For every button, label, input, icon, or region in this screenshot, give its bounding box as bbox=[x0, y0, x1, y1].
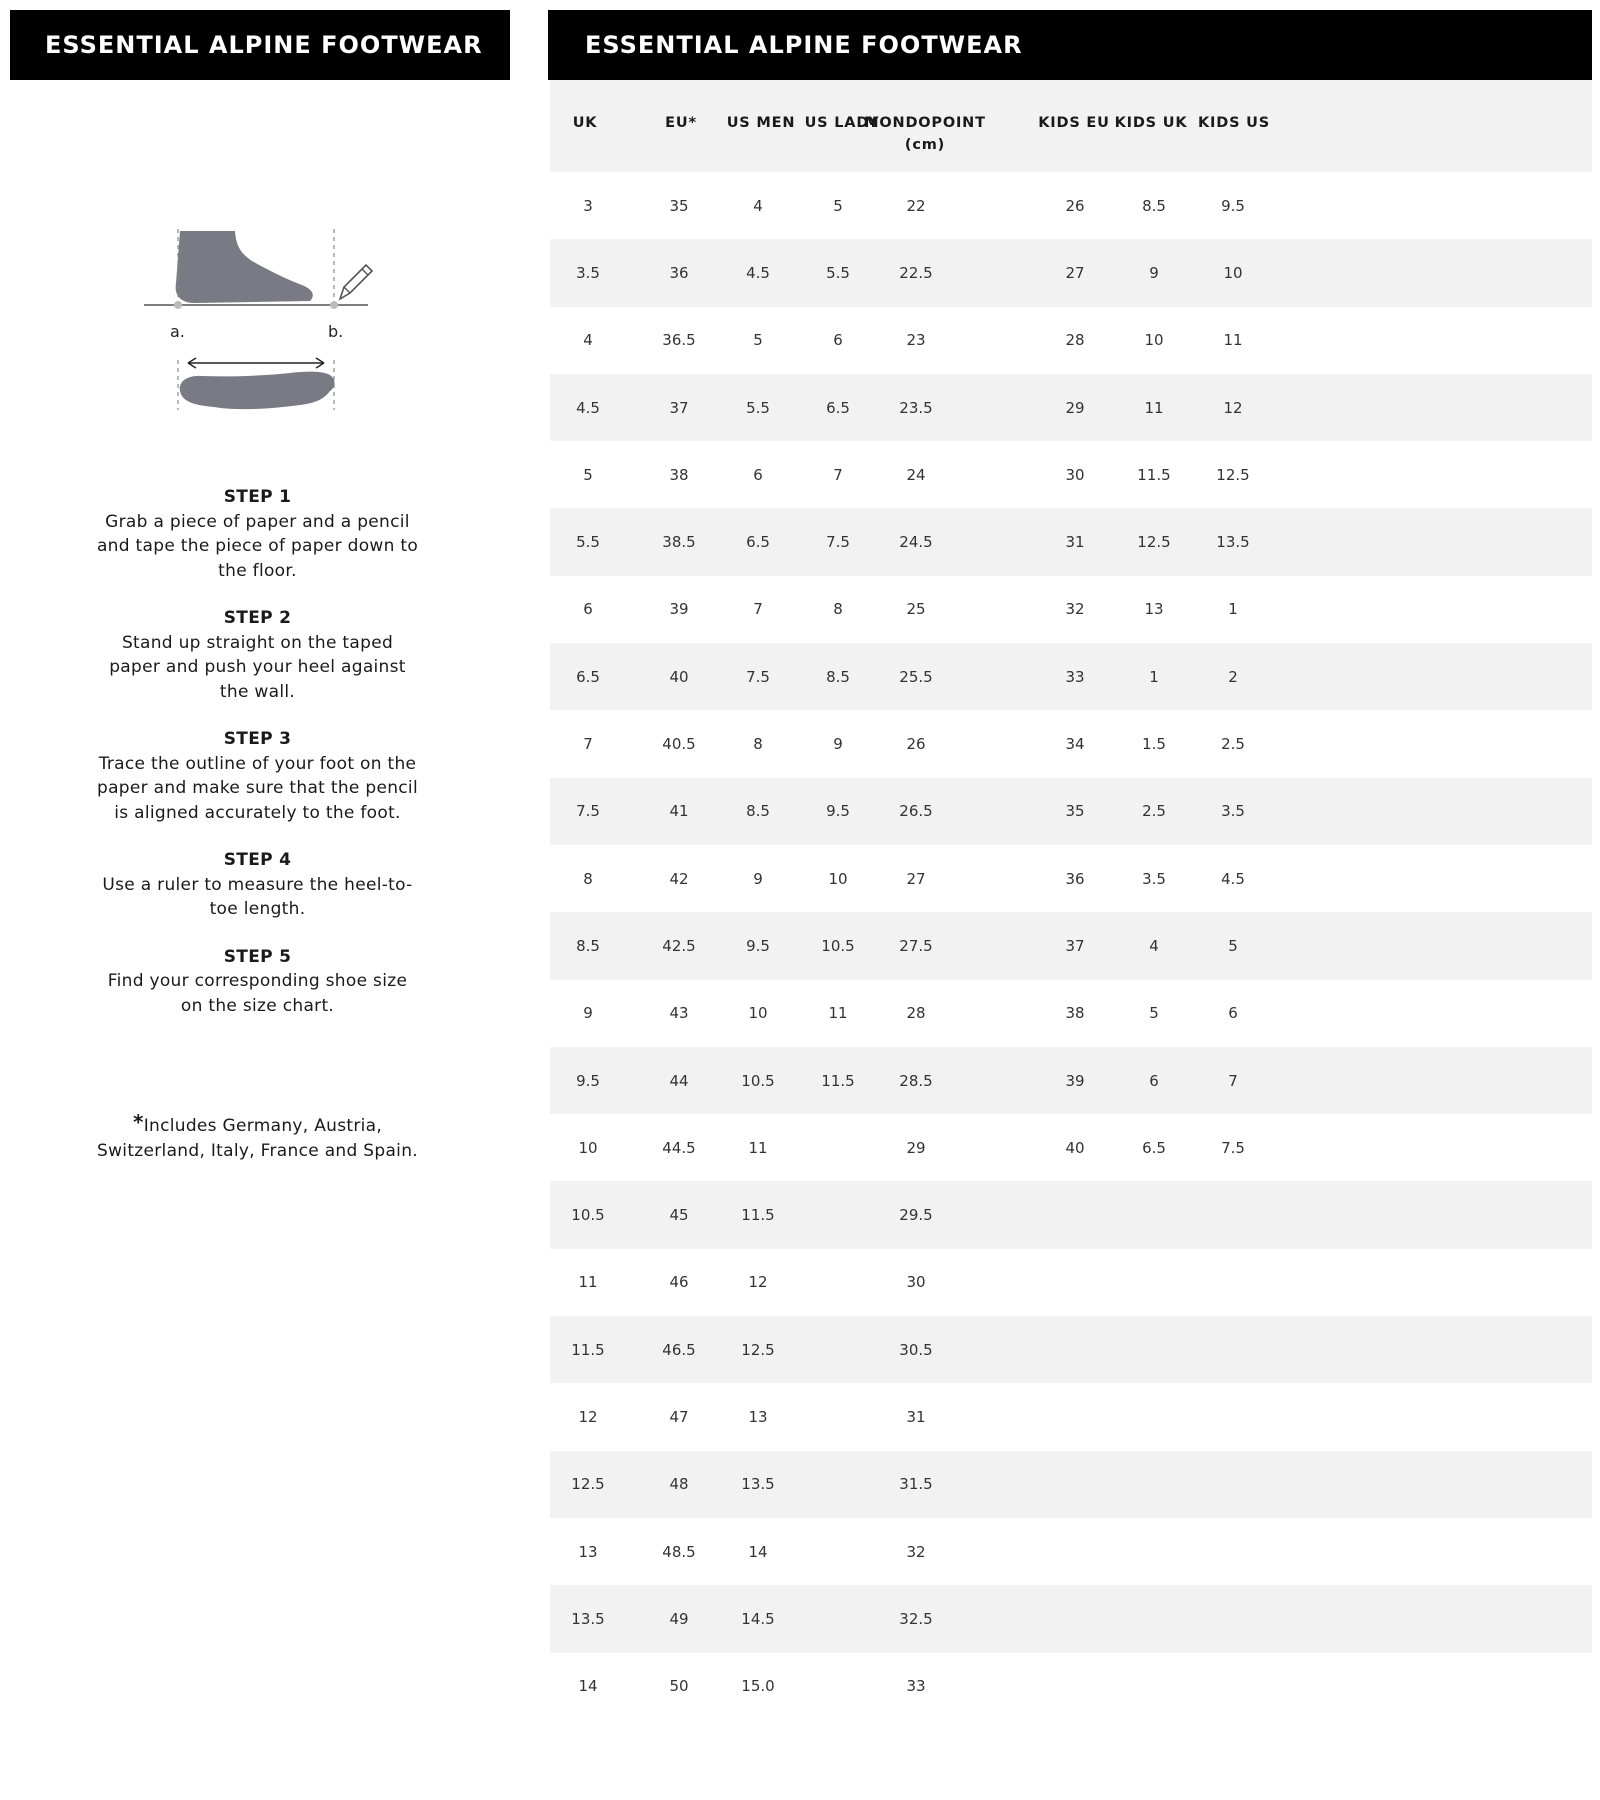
cell-mondopoint: 27.5 bbox=[899, 936, 933, 955]
cell-kids-eu: 36 bbox=[1065, 869, 1085, 888]
step-5 bbox=[95, 945, 420, 1019]
cell-kids-us: 12 bbox=[1223, 398, 1243, 417]
cell-kids-eu: 38 bbox=[1065, 1004, 1085, 1023]
cell-eu: 36.5 bbox=[662, 331, 696, 350]
cell-us-lady: 9 bbox=[833, 735, 843, 754]
cell-mondopoint: 27 bbox=[906, 869, 926, 888]
footnote-text: Includes Germany, Austria, Switzerland, Italy, France and Spain. bbox=[97, 1116, 418, 1161]
cell-eu: 41 bbox=[669, 802, 689, 821]
cell-us-men: 14.5 bbox=[741, 1609, 775, 1628]
table-row bbox=[550, 1047, 1592, 1114]
table-row bbox=[550, 576, 1592, 643]
cell-uk: 5.5 bbox=[576, 533, 600, 552]
step-4 bbox=[95, 848, 420, 922]
column-header-text: UK bbox=[572, 115, 598, 131]
cell-eu: 48.5 bbox=[662, 1542, 696, 1561]
cell-us-lady: 5 bbox=[833, 196, 843, 215]
cell-kids-uk: 5 bbox=[1149, 1004, 1159, 1023]
cell-eu: 50 bbox=[669, 1677, 689, 1696]
cell-us-men: 8.5 bbox=[746, 802, 770, 821]
cell-eu: 39 bbox=[669, 600, 689, 619]
column-header-text: EU* bbox=[665, 115, 697, 131]
table-row bbox=[550, 1653, 1592, 1720]
table-row bbox=[550, 1249, 1592, 1316]
table-row bbox=[550, 1585, 1592, 1652]
cell-kids-us: 9.5 bbox=[1221, 196, 1245, 215]
cell-us-men: 12.5 bbox=[741, 1340, 775, 1359]
column-header-text: MONDOPOINT bbox=[864, 115, 986, 131]
cell-kids-us: 11 bbox=[1223, 331, 1243, 350]
table-row bbox=[550, 172, 1592, 239]
cell-kids-us: 6 bbox=[1228, 1004, 1238, 1023]
cell-kids-us: 7.5 bbox=[1221, 1138, 1245, 1157]
cell-uk: 3.5 bbox=[576, 263, 600, 282]
column-header-kids-uk bbox=[1115, 112, 1188, 134]
column-header-text: (cm) bbox=[904, 137, 946, 153]
table-header bbox=[550, 80, 1592, 172]
cell-kids-eu: 29 bbox=[1065, 398, 1085, 417]
footnote bbox=[95, 1110, 420, 1163]
cell-uk: 12 bbox=[578, 1407, 598, 1426]
step-2 bbox=[95, 606, 420, 704]
cell-kids-eu: 27 bbox=[1065, 263, 1085, 282]
cell-eu: 44 bbox=[669, 1071, 689, 1090]
cell-eu: 38.5 bbox=[662, 533, 696, 552]
cell-kids-uk: 3.5 bbox=[1142, 869, 1166, 888]
cell-kids-us: 13.5 bbox=[1216, 533, 1250, 552]
cell-uk: 13 bbox=[578, 1542, 598, 1561]
cell-us-men: 14 bbox=[748, 1542, 768, 1561]
cell-uk: 14 bbox=[578, 1677, 598, 1696]
cell-uk: 8 bbox=[583, 869, 593, 888]
cell-kids-eu: 31 bbox=[1065, 533, 1085, 552]
cell-uk: 5 bbox=[583, 465, 593, 484]
cell-us-lady: 8.5 bbox=[826, 667, 850, 686]
cell-mondopoint: 32 bbox=[906, 1542, 926, 1561]
step-title: STEP 5 bbox=[223, 946, 292, 967]
cell-mondopoint: 29.5 bbox=[899, 1206, 933, 1225]
cell-us-lady: 11.5 bbox=[821, 1071, 855, 1090]
cell-uk: 4 bbox=[583, 331, 593, 350]
cell-us-men: 13.5 bbox=[741, 1475, 775, 1494]
size-chart-table bbox=[550, 80, 1592, 1720]
cell-us-lady: 7 bbox=[833, 465, 843, 484]
cell-eu: 37 bbox=[669, 398, 689, 417]
cell-eu: 45 bbox=[669, 1206, 689, 1225]
cell-us-men: 12 bbox=[748, 1273, 768, 1292]
cell-mondopoint: 23.5 bbox=[899, 398, 933, 417]
pencil-icon bbox=[340, 265, 372, 299]
column-header-mondopoint bbox=[864, 112, 986, 156]
cell-kids-us: 5 bbox=[1228, 936, 1238, 955]
cell-us-men: 6.5 bbox=[746, 533, 770, 552]
cell-eu: 49 bbox=[669, 1609, 689, 1628]
cell-mondopoint: 26.5 bbox=[899, 802, 933, 821]
cell-kids-eu: 34 bbox=[1065, 735, 1085, 754]
table-row bbox=[550, 1383, 1592, 1450]
cell-eu: 46 bbox=[669, 1273, 689, 1292]
double-arrow-icon bbox=[188, 358, 324, 368]
cell-us-lady: 5.5 bbox=[826, 263, 850, 282]
foot-measure-illustration bbox=[140, 225, 380, 450]
cell-mondopoint: 26 bbox=[906, 735, 926, 754]
cell-us-men: 10.5 bbox=[741, 1071, 775, 1090]
table-row bbox=[550, 845, 1592, 912]
column-header-text: US LADY bbox=[804, 115, 880, 131]
table-row bbox=[550, 980, 1592, 1047]
cell-kids-eu: 39 bbox=[1065, 1071, 1085, 1090]
cell-us-lady: 10.5 bbox=[821, 936, 855, 955]
column-header-uk bbox=[573, 112, 598, 134]
cell-kids-uk: 11 bbox=[1144, 398, 1164, 417]
column-header-us-men bbox=[727, 112, 796, 134]
table-row bbox=[550, 441, 1592, 508]
cell-eu: 47 bbox=[669, 1407, 689, 1426]
cell-us-lady: 6 bbox=[833, 331, 843, 350]
step-1 bbox=[95, 485, 420, 583]
instructions bbox=[95, 485, 420, 1041]
cell-kids-us: 12.5 bbox=[1216, 465, 1250, 484]
cell-uk: 8.5 bbox=[576, 936, 600, 955]
cell-mondopoint: 22 bbox=[906, 196, 926, 215]
column-header-text: KIDS UK bbox=[1114, 115, 1188, 131]
column-header-text: KIDS EU bbox=[1038, 115, 1110, 131]
table-row bbox=[550, 1518, 1592, 1585]
step-text: Stand up straight on the taped paper and push your heel against the wall. bbox=[109, 632, 406, 702]
footnote-asterisk: * bbox=[132, 1110, 144, 1134]
cell-eu: 48 bbox=[669, 1475, 689, 1494]
cell-kids-uk: 1.5 bbox=[1142, 735, 1166, 754]
step-3 bbox=[95, 727, 420, 825]
cell-kids-eu: 30 bbox=[1065, 465, 1085, 484]
cell-uk: 12.5 bbox=[571, 1475, 605, 1494]
cell-us-lady: 6.5 bbox=[826, 398, 850, 417]
cell-us-men: 11.5 bbox=[741, 1206, 775, 1225]
cell-mondopoint: 28.5 bbox=[899, 1071, 933, 1090]
cell-uk: 11.5 bbox=[571, 1340, 605, 1359]
cell-mondopoint: 24.5 bbox=[899, 533, 933, 552]
cell-mondopoint: 28 bbox=[906, 1004, 926, 1023]
cell-uk: 13.5 bbox=[571, 1609, 605, 1628]
table-body bbox=[550, 172, 1592, 1720]
table-row bbox=[550, 1114, 1592, 1181]
right-banner-title: ESSENTIAL ALPINE FOOTWEAR bbox=[548, 10, 1592, 80]
cell-us-lady: 9.5 bbox=[826, 802, 850, 821]
step-title: STEP 3 bbox=[223, 729, 292, 749]
cell-uk: 3 bbox=[583, 196, 593, 215]
label-b: b. bbox=[328, 322, 344, 341]
cell-kids-uk: 2.5 bbox=[1142, 802, 1166, 821]
step-text: Find your corresponding shoe size on the size chart. bbox=[107, 971, 408, 1016]
cell-kids-uk: 12.5 bbox=[1137, 533, 1171, 552]
table-row bbox=[550, 912, 1592, 979]
cell-mondopoint: 23 bbox=[906, 331, 926, 350]
table-row bbox=[550, 1181, 1592, 1248]
cell-uk: 9 bbox=[583, 1004, 593, 1023]
table-row bbox=[550, 710, 1592, 777]
foot-side-icon bbox=[176, 231, 313, 303]
table-row bbox=[550, 508, 1592, 575]
step-text: Grab a piece of paper and a pencil and tape the piece of paper down to the floor. bbox=[96, 511, 419, 581]
cell-mondopoint: 33 bbox=[906, 1677, 926, 1696]
cell-kids-eu: 35 bbox=[1065, 802, 1085, 821]
cell-kids-eu: 28 bbox=[1065, 331, 1085, 350]
cell-kids-uk: 6 bbox=[1149, 1071, 1159, 1090]
cell-us-men: 6 bbox=[753, 465, 763, 484]
cell-kids-uk: 6.5 bbox=[1142, 1138, 1166, 1157]
cell-us-men: 4 bbox=[753, 196, 763, 215]
step-title: STEP 1 bbox=[223, 487, 292, 507]
cell-kids-uk: 8.5 bbox=[1142, 196, 1166, 215]
cell-eu: 40.5 bbox=[662, 735, 696, 754]
cell-us-men: 5.5 bbox=[746, 398, 770, 417]
cell-eu: 38 bbox=[669, 465, 689, 484]
left-banner-title: ESSENTIAL ALPINE FOOTWEAR bbox=[10, 10, 510, 80]
cell-mondopoint: 25 bbox=[906, 600, 926, 619]
cell-us-men: 13 bbox=[748, 1407, 768, 1426]
foot-top-icon bbox=[180, 372, 335, 409]
cell-us-men: 9 bbox=[753, 869, 763, 888]
table-row bbox=[550, 1316, 1592, 1383]
cell-uk: 11 bbox=[578, 1273, 598, 1292]
cell-mondopoint: 30.5 bbox=[899, 1340, 933, 1359]
cell-uk: 7 bbox=[583, 735, 593, 754]
cell-mondopoint: 24 bbox=[906, 465, 926, 484]
table-row bbox=[550, 307, 1592, 374]
cell-kids-uk: 1 bbox=[1149, 667, 1159, 686]
cell-mondopoint: 31.5 bbox=[899, 1475, 933, 1494]
cell-us-men: 15.0 bbox=[741, 1677, 775, 1696]
table-row bbox=[550, 239, 1592, 306]
cell-kids-us: 2.5 bbox=[1221, 735, 1245, 754]
step-text: Use a ruler to measure the heel-to-toe length. bbox=[102, 874, 413, 919]
cell-us-lady: 7.5 bbox=[826, 533, 850, 552]
cell-kids-us: 10 bbox=[1223, 263, 1243, 282]
column-header-text: US MEN bbox=[726, 115, 796, 131]
cell-kids-eu: 26 bbox=[1065, 196, 1085, 215]
cell-kids-eu: 32 bbox=[1065, 600, 1085, 619]
cell-mondopoint: 22.5 bbox=[899, 263, 933, 282]
cell-eu: 44.5 bbox=[662, 1138, 696, 1157]
cell-us-men: 4.5 bbox=[746, 263, 770, 282]
label-a: a. bbox=[170, 322, 185, 341]
cell-uk: 10 bbox=[578, 1138, 598, 1157]
cell-kids-us: 4.5 bbox=[1221, 869, 1245, 888]
cell-kids-eu: 40 bbox=[1065, 1138, 1085, 1157]
cell-us-men: 8 bbox=[753, 735, 763, 754]
cell-kids-uk: 11.5 bbox=[1137, 465, 1171, 484]
cell-eu: 36 bbox=[669, 263, 689, 282]
cell-kids-eu: 37 bbox=[1065, 936, 1085, 955]
table-row bbox=[550, 1451, 1592, 1518]
cell-eu: 46.5 bbox=[662, 1340, 696, 1359]
column-header-kids-eu bbox=[1038, 112, 1109, 134]
cell-uk: 7.5 bbox=[576, 802, 600, 821]
cell-kids-eu: 33 bbox=[1065, 667, 1085, 686]
cell-us-lady: 11 bbox=[828, 1004, 848, 1023]
table-row bbox=[550, 778, 1592, 845]
cell-uk: 6 bbox=[583, 600, 593, 619]
step-title: STEP 4 bbox=[223, 850, 292, 870]
cell-eu: 42.5 bbox=[662, 936, 696, 955]
step-text: Trace the outline of your foot on the paper and make sure that the pencil is aligned accurately to the foot. bbox=[97, 753, 418, 823]
table-row bbox=[550, 643, 1592, 710]
step-title: STEP 2 bbox=[223, 608, 292, 628]
cell-mondopoint: 32.5 bbox=[899, 1609, 933, 1628]
cell-uk: 10.5 bbox=[571, 1206, 605, 1225]
cell-kids-uk: 4 bbox=[1149, 936, 1159, 955]
cell-kids-uk: 10 bbox=[1144, 331, 1164, 350]
cell-uk: 9.5 bbox=[576, 1071, 600, 1090]
cell-kids-uk: 9 bbox=[1149, 263, 1159, 282]
cell-mondopoint: 31 bbox=[906, 1407, 926, 1426]
cell-uk: 4.5 bbox=[576, 398, 600, 417]
cell-us-lady: 8 bbox=[833, 600, 843, 619]
cell-us-lady: 10 bbox=[828, 869, 848, 888]
cell-us-men: 9.5 bbox=[746, 936, 770, 955]
cell-mondopoint: 29 bbox=[906, 1138, 926, 1157]
table-row bbox=[550, 374, 1592, 441]
cell-us-men: 10 bbox=[748, 1004, 768, 1023]
cell-uk: 6.5 bbox=[576, 667, 600, 686]
cell-us-men: 11 bbox=[748, 1138, 768, 1157]
cell-us-men: 7.5 bbox=[746, 667, 770, 686]
column-header-text: KIDS US bbox=[1198, 115, 1270, 131]
cell-eu: 40 bbox=[669, 667, 689, 686]
cell-kids-uk: 13 bbox=[1144, 600, 1164, 619]
cell-mondopoint: 25.5 bbox=[899, 667, 933, 686]
cell-kids-us: 1 bbox=[1228, 600, 1238, 619]
cell-kids-us: 7 bbox=[1228, 1071, 1238, 1090]
cell-mondopoint: 30 bbox=[906, 1273, 926, 1292]
cell-eu: 43 bbox=[669, 1004, 689, 1023]
cell-kids-us: 3.5 bbox=[1221, 802, 1245, 821]
column-header-kids-us bbox=[1198, 112, 1270, 134]
cell-kids-us: 2 bbox=[1228, 667, 1238, 686]
cell-eu: 35 bbox=[669, 196, 689, 215]
cell-us-men: 7 bbox=[753, 600, 763, 619]
cell-eu: 42 bbox=[669, 869, 689, 888]
column-header-eu bbox=[665, 112, 697, 134]
cell-us-men: 5 bbox=[753, 331, 763, 350]
